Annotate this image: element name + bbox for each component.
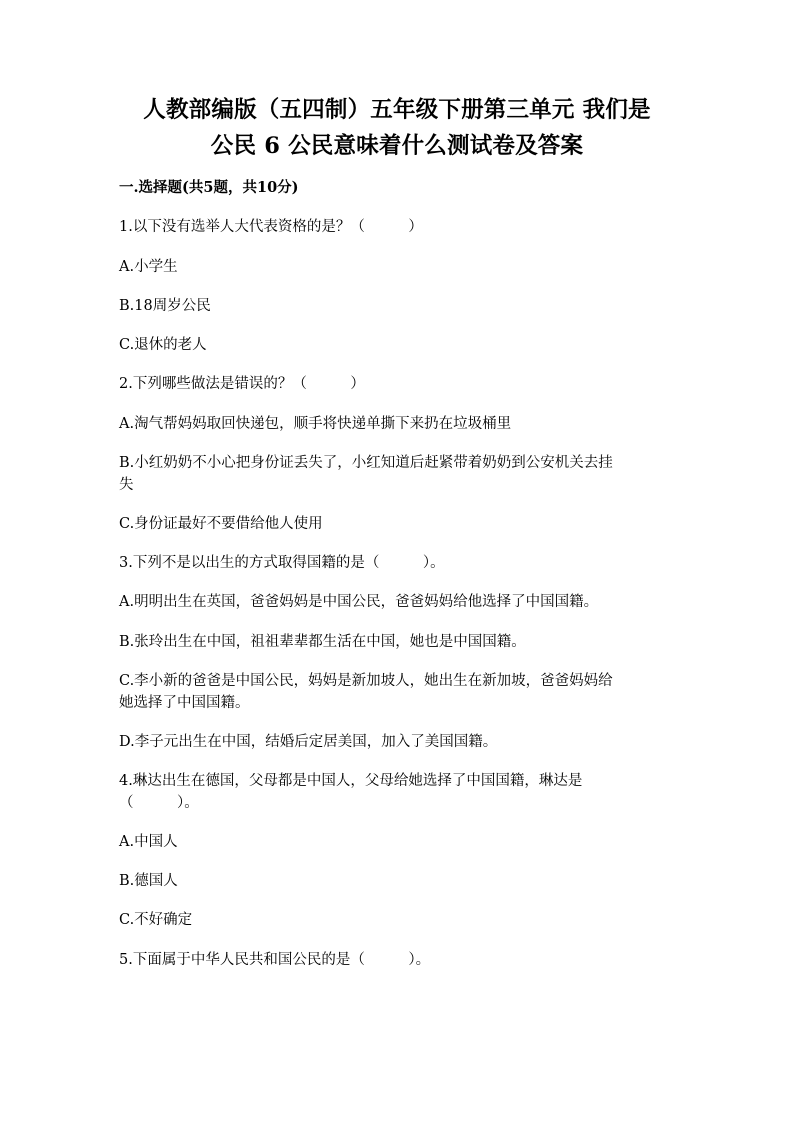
question-2-stem: 2.下列哪些做法是错误的？（ ） bbox=[119, 376, 365, 392]
question-3-option-a: A.明明出生在英国，爸爸妈妈是中国公民，爸爸妈妈给他选择了中国国籍。 bbox=[119, 594, 599, 610]
question-3-option-c-cont: 她选择了中国国籍。 bbox=[119, 695, 250, 711]
question-4-option-b: B.德国人 bbox=[119, 873, 178, 889]
question-1-option-a: A.小学生 bbox=[119, 259, 178, 275]
question-3-option-d: D.李子元出生在中国，结婚后定居美国，加入了美国国籍。 bbox=[119, 734, 498, 750]
title-line-1: 人教部编版（五四制）五年级下册第三单元 我们是 bbox=[143, 97, 651, 123]
question-4-stem-cont: （ ）。 bbox=[119, 795, 199, 811]
question-1-option-c: C.退休的老人 bbox=[119, 337, 207, 353]
question-4-option-a: A.中国人 bbox=[119, 834, 178, 850]
question-2-option-a: A.淘气帮妈妈取回快递包，顺手将快递单撕下来扔在垃圾桶里 bbox=[119, 416, 512, 432]
question-3-option-c: C.李小新的爸爸是中国公民，妈妈是新加坡人，她出生在新加坡，爸爸妈妈给 bbox=[119, 673, 613, 689]
question-2-option-b: B.小红奶奶不小心把身份证丢失了，小红知道后赶紧带着奶奶到公安机关去挂 bbox=[119, 455, 613, 471]
question-4-stem: 4.琳达出生在德国，父母都是中国人，父母给她选择了中国国籍，琳达是 bbox=[119, 773, 583, 789]
question-1-stem: 1.以下没有选举人大代表资格的是？（ ） bbox=[119, 219, 423, 235]
title-line-2: 公民 6 公民意味着什么测试卷及答案 bbox=[210, 133, 584, 159]
question-2-option-c: C.身份证最好不要借给他人使用 bbox=[119, 516, 323, 532]
question-1-option-b: B.18周岁公民 bbox=[119, 298, 211, 314]
question-3-stem: 3.下列不是以出生的方式取得国籍的是（ ）。 bbox=[119, 555, 445, 571]
question-5-stem: 5.下面属于中华人民共和国公民的是（ ）。 bbox=[119, 952, 431, 968]
question-4-option-c: C.不好确定 bbox=[119, 912, 193, 928]
question-3-option-b: B.张玲出生在中国，祖祖辈辈都生活在中国，她也是中国国籍。 bbox=[119, 634, 526, 650]
question-2-option-b-cont: 失 bbox=[119, 477, 134, 493]
page-title bbox=[100, 92, 694, 164]
section-heading: 一.选择题(共5题，共10分) bbox=[119, 179, 299, 196]
